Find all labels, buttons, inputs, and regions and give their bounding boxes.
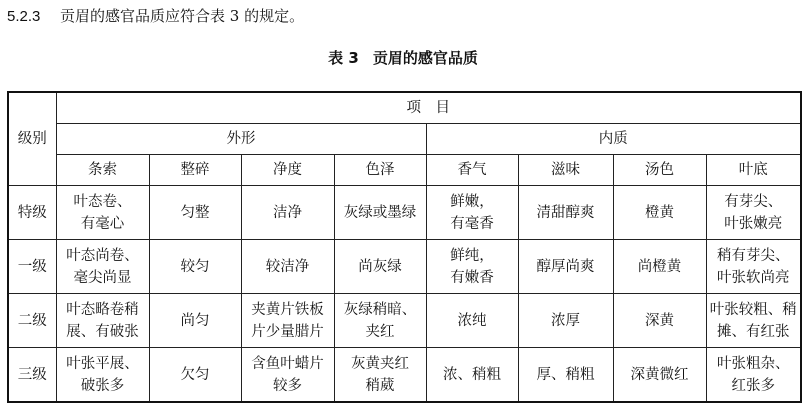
item-header: 项 目 <box>56 92 801 124</box>
cell-line: 醇厚尚爽 <box>536 258 595 275</box>
cell-line: 洁净 <box>273 204 302 221</box>
column-header: 条索 <box>56 155 149 186</box>
cell-line: 灰绿或墨绿 <box>343 204 417 221</box>
group-header-outer: 外形 <box>56 124 426 155</box>
cell-line: 稍葳 <box>365 377 395 394</box>
table-caption-title: 贡眉的感官品质 <box>372 49 478 67</box>
table-cell <box>56 294 149 348</box>
clause-number: 5.2.3 <box>7 8 41 25</box>
cell-line: 摊、有红张 <box>717 323 790 340</box>
table-row <box>8 348 801 403</box>
grade-cell: 一级 <box>8 240 56 294</box>
table-cell <box>334 240 426 294</box>
cell-line: 灰绿稍暗、 <box>343 301 417 318</box>
cell-line: 叶态略卷稍 <box>66 301 139 318</box>
table-cell <box>426 186 518 240</box>
table-row <box>8 294 801 348</box>
cell-line: 较多 <box>273 377 302 394</box>
table-cell <box>706 294 801 348</box>
table-cell <box>334 348 426 403</box>
cell-line: 有嫩香 <box>450 269 494 286</box>
table-cell <box>613 348 706 403</box>
cell-line: 叶张平展、 <box>66 355 139 372</box>
table-cell <box>149 186 241 240</box>
column-header: 色泽 <box>334 155 426 186</box>
cell-line: 叶张嫩亮 <box>724 215 783 232</box>
cell-line: 稍有芽尖、 <box>717 247 790 264</box>
table-cell <box>613 240 706 294</box>
cell-line: 夹红 <box>365 323 395 340</box>
cell-line: 厚、稍粗 <box>536 366 595 383</box>
cell-line: 欠匀 <box>180 366 210 383</box>
grade-cell: 二级 <box>8 294 56 348</box>
table-cell <box>613 186 706 240</box>
table-cell <box>149 348 241 403</box>
cell-line: 浓厚 <box>551 312 580 329</box>
cell-line: 鲜纯， <box>450 247 494 264</box>
cell-line: 浓、稍粗 <box>443 366 501 383</box>
column-header: 整碎 <box>149 155 241 186</box>
column-header: 滋味 <box>518 155 613 186</box>
cell-line: 橙黄 <box>645 204 674 221</box>
table-cell <box>149 240 241 294</box>
grade-cell: 特级 <box>8 186 56 240</box>
clause-line <box>7 4 304 28</box>
grade-cell: 三级 <box>8 348 56 403</box>
table-cell <box>56 348 149 403</box>
cell-line: 破张多 <box>80 377 125 394</box>
table-cell <box>706 348 801 403</box>
table-cell <box>706 186 801 240</box>
table-cell <box>613 294 706 348</box>
table-cell <box>149 294 241 348</box>
cell-line: 叶张软尚亮 <box>717 269 790 286</box>
cell-line: 较匀 <box>180 258 210 275</box>
table-caption-label: 表 3 <box>328 49 359 67</box>
table-cell <box>334 186 426 240</box>
table-caption <box>0 46 806 70</box>
cell-line: 浓纯 <box>457 312 487 329</box>
table-cell <box>518 240 613 294</box>
cell-line: 较洁净 <box>265 258 310 275</box>
cell-line: 叶张粗杂、 <box>717 355 790 372</box>
cell-line: 展、有破张 <box>66 323 139 340</box>
table-cell <box>56 186 149 240</box>
table-cell <box>241 240 334 294</box>
cell-line: 尚匀 <box>180 312 210 329</box>
cell-line: 夹黄片铁板 <box>251 301 324 318</box>
table-cell <box>426 240 518 294</box>
table-cell <box>518 294 613 348</box>
quality-table <box>7 91 802 403</box>
group-header-inner: 内质 <box>426 124 801 155</box>
table-cell <box>426 294 518 348</box>
cell-line: 匀整 <box>180 204 210 221</box>
table-cell <box>241 348 334 403</box>
table-row <box>8 240 801 294</box>
cell-line: 尚橙黄 <box>637 258 682 275</box>
table-cell <box>241 186 334 240</box>
table-cell <box>518 348 613 403</box>
column-header: 汤色 <box>613 155 706 186</box>
clause-text: 贡眉的感官品质应符合表 3 的规定。 <box>60 7 305 25</box>
table-row <box>8 186 801 240</box>
cell-line: 有芽尖、 <box>724 193 783 210</box>
column-header: 香气 <box>426 155 518 186</box>
table-cell <box>334 294 426 348</box>
table-cell <box>706 240 801 294</box>
cell-line: 含鱼叶蜡片 <box>251 355 324 372</box>
cell-line: 毫尖尚显 <box>73 269 132 286</box>
cell-line: 深黄 <box>645 312 674 329</box>
cell-line: 有毫心 <box>80 215 125 232</box>
cell-line: 鲜嫩， <box>450 193 494 210</box>
cell-line: 尚灰绿 <box>358 258 402 275</box>
cell-line: 叶态卷、 <box>73 193 132 210</box>
column-header: 净度 <box>241 155 334 186</box>
cell-line: 灰黄夹红 <box>351 355 409 372</box>
table-cell <box>518 186 613 240</box>
column-header: 叶底 <box>706 155 801 186</box>
cell-line: 叶张较粗、稍 <box>709 301 797 318</box>
cell-line: 红张多 <box>731 377 775 394</box>
cell-line: 深黄微红 <box>630 366 689 383</box>
cell-line: 清甜醇爽 <box>536 204 595 221</box>
table-cell <box>241 294 334 348</box>
cell-line: 片少量腊片 <box>251 323 324 340</box>
table-cell <box>426 348 518 403</box>
grade-header: 级别 <box>8 92 56 186</box>
cell-line: 有毫香 <box>450 215 494 232</box>
table-cell <box>56 240 149 294</box>
cell-line: 叶态尚卷、 <box>66 247 139 264</box>
